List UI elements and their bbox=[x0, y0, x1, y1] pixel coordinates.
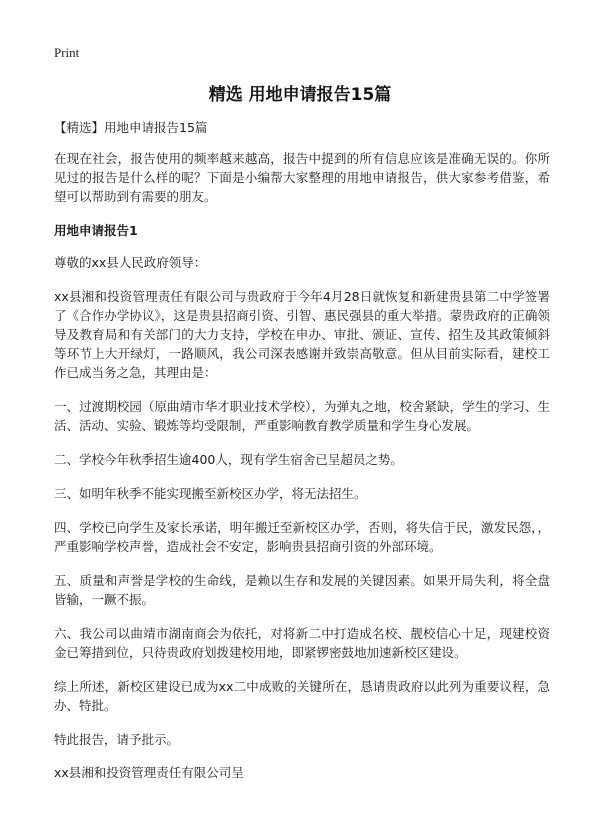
document-body bbox=[54, 118, 550, 797]
body-paragraph-7: 六、我公司以曲靖市湖南商会为依托，对将新二中打造成名校、靓校信心十足，现建校资金已筹措到位，只待贵政府划拨建校用地，即紧锣密鼓地加速新校区建设。 bbox=[54, 626, 550, 660]
body-paragraph-5: 四、学校已向学生及家长承诺，明年搬迁至新校区办学，否则，将失信于民，激发民怨，，严重影响学校声誉，造成社会不安定，影响贵县招商引资的外部环境。 bbox=[54, 520, 550, 554]
body-paragraph-6: 五、质量和声誉是学校的生命线，是赖以生存和发展的关键因素。如果开局失利，将全盘皆输，一蹶不振。 bbox=[54, 573, 550, 607]
body-paragraph-1: xx县湘和投资管理责任有限公司与贵政府于今年4月28日就恢复和新建贵县第二中学签署了《合作办学协议》，这是贵县招商引资、引智、惠民强县的重大举措。蒙贵政府的正确领导及教育局和有关部门的大力支持，学校在申办、审批、颁证、宣传、招生及其政策倾斜等环节上大开绿灯，一路顺风，我公司深表感谢并致崇高敬意。但从目前实际看，建校工作已成当务之急，其理由是： bbox=[54, 289, 550, 380]
body-paragraph-4: 三、如明年秋季不能实现搬至新校区办学，将无法招生。 bbox=[54, 486, 367, 501]
salutation: 尊敬的xx县人民政府领导： bbox=[54, 255, 207, 270]
signature: xx县湘和投资管理责任有限公司呈 bbox=[54, 765, 244, 780]
page-title: 精选 用地申请报告15篇 bbox=[208, 85, 392, 105]
intro-paragraph: 在现在社会，报告使用的频率越来越高，报告中提到的所有信息应该是准确无误的。你所见过的报告是什么样的呢？下面是小编帮大家整理的用地申请报告，供大家参考借鉴，希望可以帮助到有需要的朋友。 bbox=[54, 151, 550, 204]
print-link[interactable]: Print bbox=[54, 45, 80, 60]
body-paragraph-3: 二、学校今年秋季招生逾400人，现有学生宿舍已呈超员之势。 bbox=[54, 452, 403, 467]
body-paragraph-2: 一、过渡期校园（原曲靖市华才职业技术学校），为弹丸之地，校舍紧缺，学生的学习、生活、活动、实验、锻炼等均受限制，严重影响教育教学质量和学生身心发展。 bbox=[54, 399, 550, 433]
summary-paragraph: 综上所述，新校区建设已成为xx二中成败的关键所在，恳请贵政府以此列为重要议程，急办、特批。 bbox=[54, 679, 550, 713]
closing-line: 特此报告，请予批示。 bbox=[54, 732, 180, 747]
section-heading: 用地申请报告1 bbox=[54, 223, 138, 238]
document-subtitle: 【精选】用地申请报告15篇 bbox=[54, 120, 208, 135]
